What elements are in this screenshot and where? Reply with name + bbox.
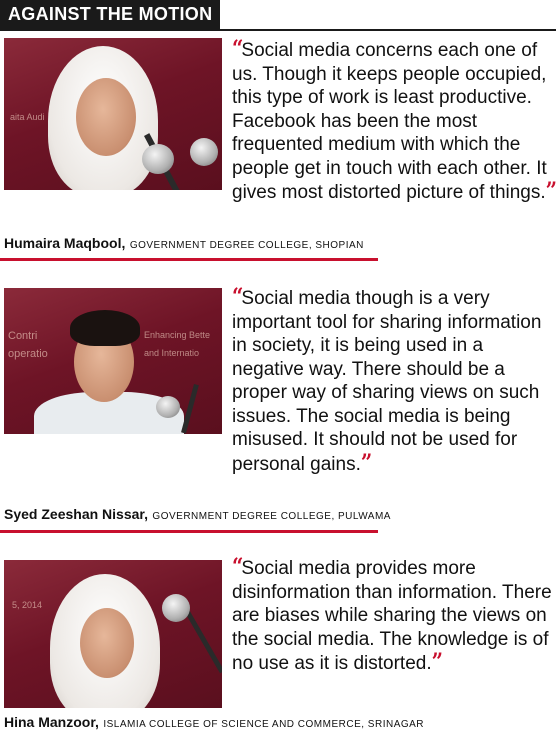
open-quote-icon: “ bbox=[232, 36, 242, 62]
divider-rule bbox=[0, 258, 378, 261]
quote-2 bbox=[232, 286, 556, 476]
speaker-name: Syed Zeeshan Nissar, bbox=[4, 506, 148, 522]
section-title: AGAINST THE MOTION bbox=[8, 4, 213, 24]
quote-text: Social media concerns each one of us. Though it keeps people occupied, this type of work is least productive. Facebook has been the most frequented medium with which the people get in touch with each other. It gives most distorted picture of things. bbox=[232, 40, 547, 203]
speaker-byline-3 bbox=[4, 714, 424, 732]
quote-1 bbox=[232, 38, 556, 205]
open-quote-icon: “ bbox=[232, 554, 242, 580]
speaker-institution: ISLAMIA COLLEGE OF SCIENCE AND COMMERCE, SRINAGAR bbox=[103, 719, 425, 730]
speaker-byline-1 bbox=[4, 235, 364, 253]
speaker-name: Hina Manzoor, bbox=[4, 714, 99, 730]
speaker-institution: GOVERNMENT DEGREE COLLEGE, SHOPIAN bbox=[129, 240, 364, 251]
speaker-photo-3: 5, 2014 bbox=[4, 560, 222, 708]
speaker-institution: GOVERNMENT DEGREE COLLEGE, PULWAMA bbox=[152, 511, 391, 522]
speaker-photo-1: aita Audi bbox=[4, 38, 222, 190]
header-rule bbox=[0, 29, 556, 31]
section-header bbox=[0, 0, 220, 29]
quote-text: Social media though is a very important tool for sharing information in society, it is being used in a negative way. There should be a proper way of sharing views on such issues. The social media is being misused. It should not be used for personal gains. bbox=[232, 288, 542, 475]
open-quote-icon: “ bbox=[232, 284, 242, 310]
close-quote-icon: ” bbox=[431, 649, 441, 675]
speaker-byline-2 bbox=[4, 506, 391, 524]
close-quote-icon: ” bbox=[360, 449, 371, 476]
speaker-photo-2: Contri operatio Enhancing Bette and Internatio bbox=[4, 288, 222, 434]
speaker-name: Humaira Maqbool, bbox=[4, 235, 126, 251]
quote-3 bbox=[232, 556, 556, 676]
quote-text: Social media provides more disinformation than information. There are biases while sharing the views on the social media. The knowledge is of no use as it is distorted. bbox=[232, 558, 552, 674]
close-quote-icon: ” bbox=[545, 178, 556, 204]
divider-rule bbox=[0, 530, 378, 533]
